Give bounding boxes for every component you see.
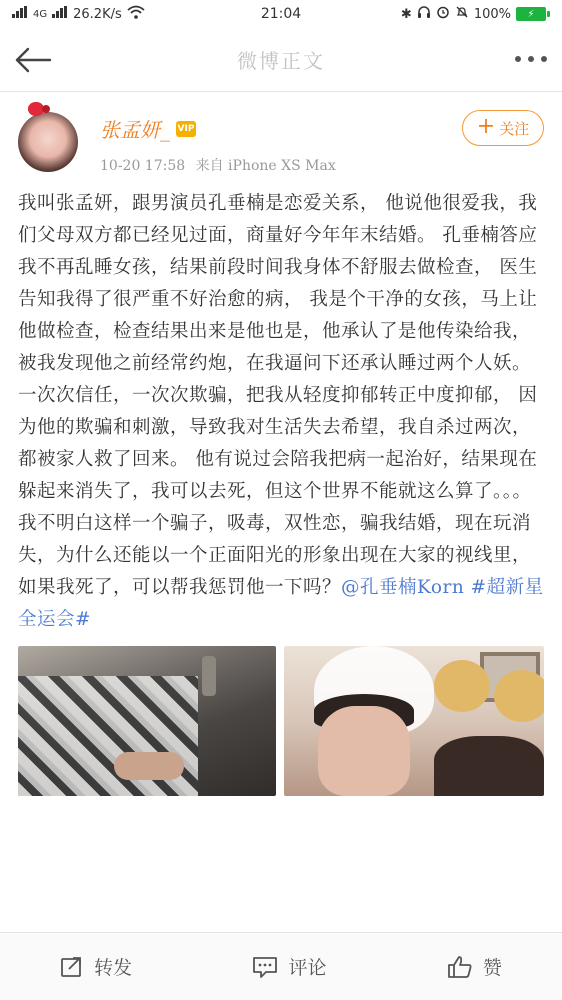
comment-label: 评论 xyxy=(288,957,327,979)
wifi-icon xyxy=(127,5,145,23)
status-bar xyxy=(0,0,562,28)
net-speed: 26.2K/s xyxy=(73,6,122,22)
repost-label: 转发 xyxy=(94,957,133,979)
comment-icon xyxy=(252,955,278,979)
like-label: 赞 xyxy=(482,957,502,979)
status-left xyxy=(12,5,145,23)
post-source: 来自 iPhone XS Max xyxy=(195,158,336,174)
more-dots-icon xyxy=(514,55,548,63)
avatar[interactable] xyxy=(18,112,78,172)
back-arrow-icon xyxy=(14,47,52,73)
battery-icon: ⚡ xyxy=(516,7,550,21)
username-row xyxy=(100,114,336,143)
image-grid xyxy=(0,636,562,796)
minnie-bow-icon xyxy=(28,102,64,118)
signal-icon-2 xyxy=(52,6,68,22)
status-right xyxy=(401,5,550,23)
post-body xyxy=(0,182,562,636)
nav-bar xyxy=(0,28,562,92)
post-timestamp: 10-20 17:58 xyxy=(100,158,186,174)
post-paragraph-2 xyxy=(18,508,544,636)
post-paragraph-1: 我叫张孟妍，跟男演员孔垂楠是恋爱关系， 他说他很爱我，我们父母双方都已经见过面，商量好今年年末结婚。 孔垂楠答应我不再乱睡女孩，结果前段时间我身体不舒服去做检查， 医生告知我得了很严重不好治愈的病， 我是个干净的女孩，马上让他做检查，检查结果出来是他也是，他承认了是他传染给我，被我发现他之前经常约炮，在我逼问下还承认睡过两个人妖。 一次次信任，一次次欺骗，把我从轻度抑郁转正中度抑郁， 因为他的欺骗和刺激，导致我对生活失去希望，我自杀过两次， 都被家人救了回来。 他有说过会陪我把病一起治好，结果现在躲起来消失了，我可以去死，但这个世界不能就这么算了。。。 xyxy=(18,193,538,502)
action-bar xyxy=(0,932,562,1000)
repost-icon xyxy=(60,955,84,979)
username[interactable]: 张孟妍_ xyxy=(100,118,170,142)
post-header xyxy=(0,92,562,182)
post-paragraph-2-text: 我不明白这样一个骗子，吸毒，双性恋，骗我结婚，现在玩消失，为什么还能以一个正面阳光的形象出现在大家的视线里，如果我死了，可以帮我惩罚他一下吗？ xyxy=(18,513,532,598)
alarm-icon xyxy=(436,5,450,23)
back-button[interactable] xyxy=(14,40,54,80)
hashtag-link[interactable]: #超新星全运会# xyxy=(18,577,544,630)
signal-icon xyxy=(12,6,28,22)
comment-button[interactable] xyxy=(252,953,326,980)
post-meta xyxy=(100,106,336,175)
headset-icon xyxy=(417,5,431,23)
vip-badge-icon[interactable]: VIP xyxy=(176,121,196,137)
like-button[interactable] xyxy=(447,953,502,980)
mute-icon xyxy=(455,5,469,23)
clock: 21:04 xyxy=(260,6,302,22)
more-button[interactable] xyxy=(514,42,548,78)
thumbs-up-icon xyxy=(447,955,473,979)
repost-button[interactable] xyxy=(60,953,132,980)
follow-button[interactable] xyxy=(462,110,544,146)
battery-percent: 100% xyxy=(473,6,511,22)
post-image-1[interactable] xyxy=(18,646,276,796)
network-label: 4G xyxy=(33,8,48,20)
bluetooth-icon: ✱ xyxy=(400,6,412,22)
post-image-2[interactable] xyxy=(284,646,544,796)
plus-icon: + xyxy=(476,114,496,139)
post-timeline xyxy=(100,155,336,175)
follow-label: 关注 xyxy=(499,119,530,138)
mention-link[interactable]: @孔垂楠Korn xyxy=(341,577,465,598)
page-title: 微博正文 xyxy=(237,49,325,73)
